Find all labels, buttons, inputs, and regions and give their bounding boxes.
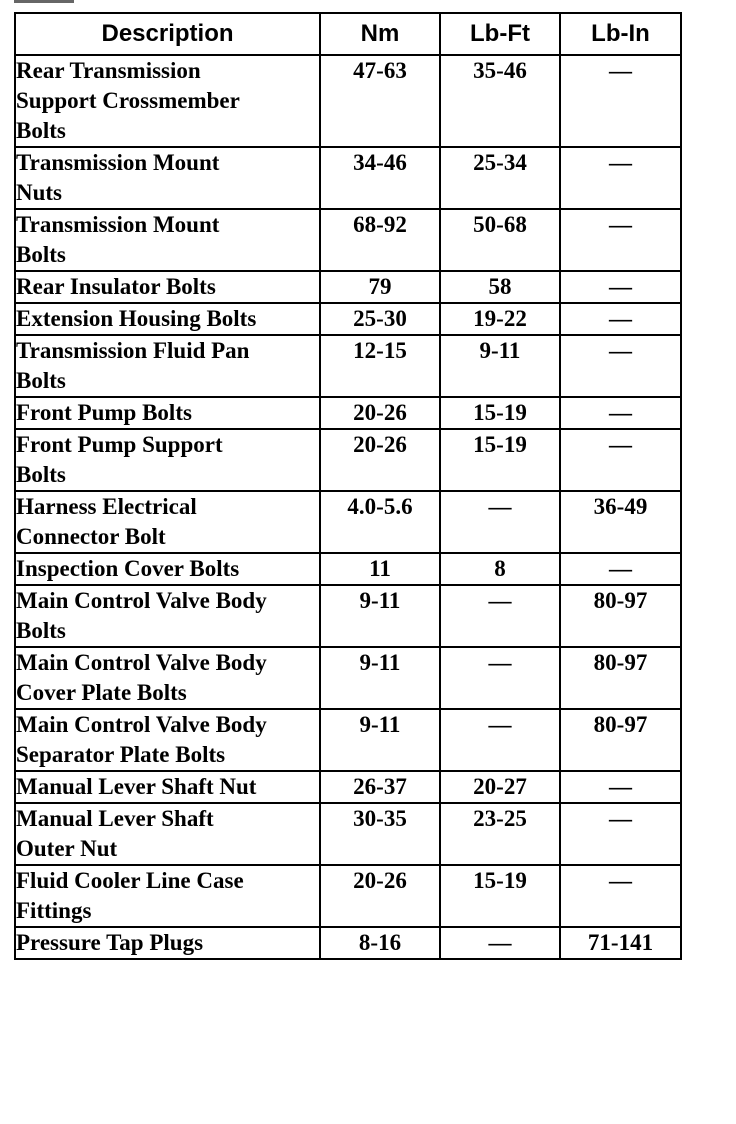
nm-cell: 34-46 — [320, 147, 440, 209]
description-line: Connector Bolt — [16, 524, 166, 549]
lbft-cell: 9-11 — [440, 335, 560, 397]
lbft-cell: — — [440, 927, 560, 959]
description-cell — [15, 303, 320, 335]
description-line: Support Crossmember — [16, 88, 240, 113]
description-line: Transmission Fluid Pan — [16, 338, 250, 363]
lbin-cell: — — [560, 147, 681, 209]
lbin-cell: — — [560, 303, 681, 335]
table-row — [15, 397, 681, 429]
description-line: Nuts — [16, 180, 63, 205]
nm-cell: 79 — [320, 271, 440, 303]
table-row — [15, 865, 681, 927]
lbin-cell: — — [560, 803, 681, 865]
lbin-cell: 80-97 — [560, 647, 681, 709]
top-edge-mark — [14, 0, 74, 9]
description-line: Bolts — [16, 462, 66, 487]
lbin-cell: — — [560, 397, 681, 429]
lbft-cell: 8 — [440, 553, 560, 585]
description-line: Transmission Mount — [16, 212, 220, 237]
nm-cell: 30-35 — [320, 803, 440, 865]
lbin-cell: — — [560, 335, 681, 397]
description-line: Separator Plate Bolts — [16, 742, 226, 767]
description-cell — [15, 585, 320, 647]
description-cell — [15, 771, 320, 803]
torque-spec-table — [14, 12, 682, 960]
header-row — [15, 13, 681, 55]
description-line: Outer Nut — [16, 836, 118, 861]
description-line: Inspection Cover Bolts — [16, 556, 240, 581]
header-description: Description — [15, 13, 320, 55]
description-cell — [15, 397, 320, 429]
description-cell — [15, 429, 320, 491]
lbin-cell: — — [560, 209, 681, 271]
nm-cell: 4.0-5.6 — [320, 491, 440, 553]
lbin-cell: — — [560, 55, 681, 147]
table-row — [15, 803, 681, 865]
lbft-cell: 58 — [440, 271, 560, 303]
lbin-cell: 80-97 — [560, 585, 681, 647]
lbft-cell: 15-19 — [440, 429, 560, 491]
lbft-cell: — — [440, 709, 560, 771]
description-line: Transmission Mount — [16, 150, 220, 175]
table-row — [15, 647, 681, 709]
description-line: Manual Lever Shaft — [16, 806, 214, 831]
description-line: Rear Insulator Bolts — [16, 274, 216, 299]
header-lbft: Lb-Ft — [440, 13, 560, 55]
description-line: Cover Plate Bolts — [16, 680, 187, 705]
description-line: Harness Electrical — [16, 494, 197, 519]
description-line: Fittings — [16, 898, 92, 923]
description-line: Manual Lever Shaft Nut — [16, 774, 257, 799]
description-line: Bolts — [16, 368, 66, 393]
nm-cell: 12-15 — [320, 335, 440, 397]
nm-cell: 9-11 — [320, 585, 440, 647]
description-line: Extension Housing Bolts — [16, 306, 257, 331]
nm-cell: 68-92 — [320, 209, 440, 271]
table-row — [15, 553, 681, 585]
description-cell — [15, 271, 320, 303]
description-line: Rear Transmission — [16, 58, 201, 83]
description-cell — [15, 647, 320, 709]
lbft-cell: 19-22 — [440, 303, 560, 335]
lbin-cell: — — [560, 771, 681, 803]
table-row — [15, 209, 681, 271]
description-cell — [15, 335, 320, 397]
lbft-cell: 20-27 — [440, 771, 560, 803]
description-line: Pressure Tap Plugs — [16, 930, 204, 955]
lbft-cell: — — [440, 585, 560, 647]
lbin-cell: — — [560, 553, 681, 585]
lbft-cell: 25-34 — [440, 147, 560, 209]
lbin-cell: — — [560, 865, 681, 927]
nm-cell: 47-63 — [320, 55, 440, 147]
table-row — [15, 55, 681, 147]
lbin-cell: 80-97 — [560, 709, 681, 771]
lbft-cell: 15-19 — [440, 397, 560, 429]
lbft-cell: — — [440, 647, 560, 709]
lbft-cell: 35-46 — [440, 55, 560, 147]
description-line: Bolts — [16, 242, 66, 267]
nm-cell: 20-26 — [320, 397, 440, 429]
description-cell — [15, 55, 320, 147]
description-line: Front Pump Support — [16, 432, 223, 457]
table-row — [15, 491, 681, 553]
description-cell — [15, 209, 320, 271]
lbin-cell: — — [560, 271, 681, 303]
table-body — [15, 55, 681, 959]
table-row — [15, 147, 681, 209]
lbft-cell: 23-25 — [440, 803, 560, 865]
description-line: Main Control Valve Body — [16, 588, 267, 613]
nm-cell: 20-26 — [320, 865, 440, 927]
lbin-cell: 36-49 — [560, 491, 681, 553]
table-row — [15, 271, 681, 303]
description-line: Fluid Cooler Line Case — [16, 868, 244, 893]
nm-cell: 8-16 — [320, 927, 440, 959]
description-cell — [15, 147, 320, 209]
nm-cell: 25-30 — [320, 303, 440, 335]
nm-cell: 9-11 — [320, 647, 440, 709]
table-row — [15, 429, 681, 491]
lbin-cell: — — [560, 429, 681, 491]
nm-cell: 9-11 — [320, 709, 440, 771]
nm-cell: 26-37 — [320, 771, 440, 803]
lbin-cell: 71-141 — [560, 927, 681, 959]
header-nm: Nm — [320, 13, 440, 55]
table-row — [15, 771, 681, 803]
description-cell — [15, 927, 320, 959]
lbft-cell: — — [440, 491, 560, 553]
lbft-cell: 50-68 — [440, 209, 560, 271]
description-cell — [15, 865, 320, 927]
nm-cell: 11 — [320, 553, 440, 585]
lbft-cell: 15-19 — [440, 865, 560, 927]
table-row — [15, 709, 681, 771]
nm-cell: 20-26 — [320, 429, 440, 491]
description-line: Front Pump Bolts — [16, 400, 192, 425]
description-line: Bolts — [16, 118, 66, 143]
table-row — [15, 303, 681, 335]
description-cell — [15, 709, 320, 771]
table-row — [15, 585, 681, 647]
header-lbin: Lb-In — [560, 13, 681, 55]
table-row — [15, 335, 681, 397]
description-cell — [15, 553, 320, 585]
table-row — [15, 927, 681, 959]
description-cell — [15, 803, 320, 865]
description-line: Bolts — [16, 618, 66, 643]
description-cell — [15, 491, 320, 553]
description-line: Main Control Valve Body — [16, 650, 267, 675]
description-line: Main Control Valve Body — [16, 712, 267, 737]
